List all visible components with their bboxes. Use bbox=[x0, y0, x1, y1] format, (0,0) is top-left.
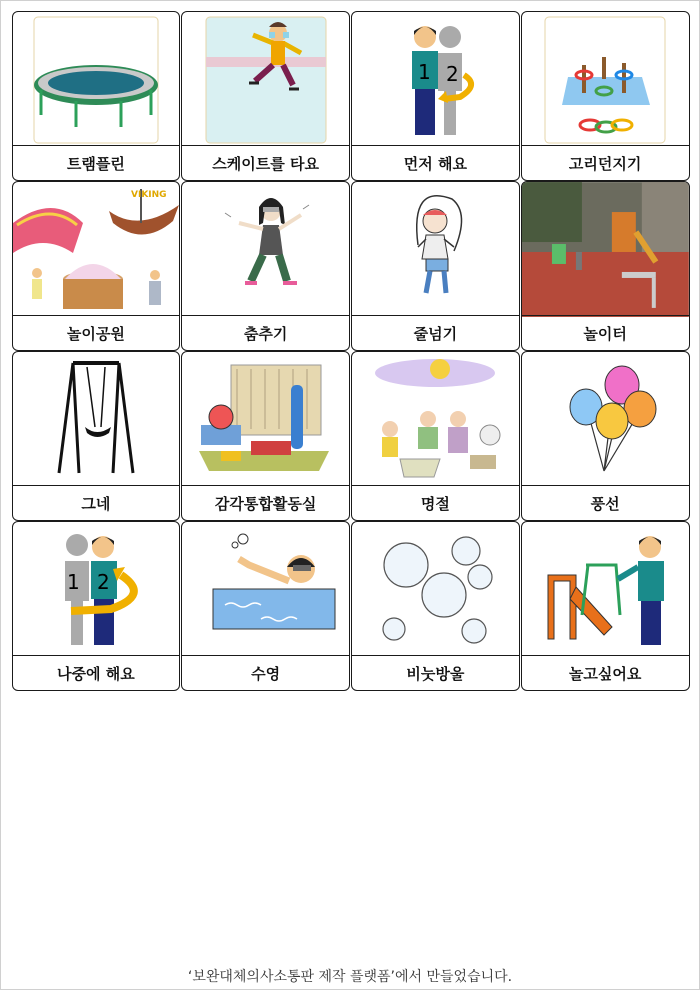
card-swing[interactable] bbox=[12, 351, 181, 521]
card-sensory-room[interactable] bbox=[181, 351, 350, 521]
card-amusement-park[interactable] bbox=[12, 181, 181, 351]
card-label: 트램플린 bbox=[13, 145, 180, 180]
aac-board-grid bbox=[11, 11, 690, 691]
trampoline-icon bbox=[13, 12, 180, 147]
swing-icon bbox=[13, 352, 180, 487]
footer-credit: ‘보완대체의사소통판 제작 플랫폼’에서 만들었습니다. bbox=[187, 969, 513, 985]
card-trampoline[interactable] bbox=[12, 11, 181, 181]
card-first-turn[interactable] bbox=[351, 11, 520, 181]
amusement-park-icon bbox=[13, 182, 180, 317]
svg-text:VIKING: VIKING bbox=[130, 189, 167, 200]
svg-text:1: 1 bbox=[418, 59, 432, 84]
card-later-turn[interactable] bbox=[12, 521, 181, 691]
card-label: 비눗방울 bbox=[352, 655, 519, 690]
dancing-icon bbox=[182, 182, 349, 317]
card-want-to-play[interactable] bbox=[521, 521, 690, 691]
jump-rope-icon bbox=[352, 182, 519, 317]
card-dancing[interactable] bbox=[181, 181, 350, 351]
card-label: 고리던지기 bbox=[522, 145, 689, 180]
svg-text:2: 2 bbox=[446, 61, 460, 86]
balloons-icon bbox=[522, 352, 689, 487]
card-label: 수영 bbox=[182, 655, 349, 690]
card-label: 놀고싶어요 bbox=[522, 655, 689, 690]
card-swimming[interactable] bbox=[181, 521, 350, 691]
sensory-room-icon bbox=[182, 352, 349, 487]
first-turn-icon bbox=[352, 12, 519, 147]
card-label: 풍선 bbox=[522, 485, 689, 520]
card-label: 감각통합활동실 bbox=[182, 485, 349, 520]
swimming-icon bbox=[182, 522, 349, 657]
card-balloons[interactable] bbox=[521, 351, 690, 521]
card-soap-bubbles[interactable] bbox=[351, 521, 520, 691]
card-label: 나중에 해요 bbox=[13, 655, 180, 690]
card-label: 놀이터 bbox=[522, 315, 689, 350]
card-label: 스케이트를 타요 bbox=[182, 145, 349, 180]
card-ring-toss[interactable] bbox=[521, 11, 690, 181]
card-label: 먼저 해요 bbox=[352, 145, 519, 180]
card-label: 그네 bbox=[13, 485, 180, 520]
card-label: 명절 bbox=[352, 485, 519, 520]
want-to-play-icon bbox=[522, 522, 689, 657]
svg-text:2: 2 bbox=[96, 569, 110, 594]
card-label: 놀이공원 bbox=[13, 315, 180, 350]
playground-icon bbox=[522, 182, 689, 317]
later-turn-icon bbox=[13, 522, 180, 657]
skating-icon bbox=[182, 12, 349, 147]
soap-bubbles-icon bbox=[352, 522, 519, 657]
card-jump-rope[interactable] bbox=[351, 181, 520, 351]
card-skating[interactable] bbox=[181, 11, 350, 181]
svg-text:1: 1 bbox=[66, 569, 80, 594]
card-label: 줄넘기 bbox=[352, 315, 519, 350]
card-playground[interactable] bbox=[521, 181, 690, 351]
card-label: 춤추기 bbox=[182, 315, 349, 350]
card-holiday[interactable] bbox=[351, 351, 520, 521]
holiday-icon bbox=[352, 352, 519, 487]
ring-toss-icon bbox=[522, 12, 689, 147]
